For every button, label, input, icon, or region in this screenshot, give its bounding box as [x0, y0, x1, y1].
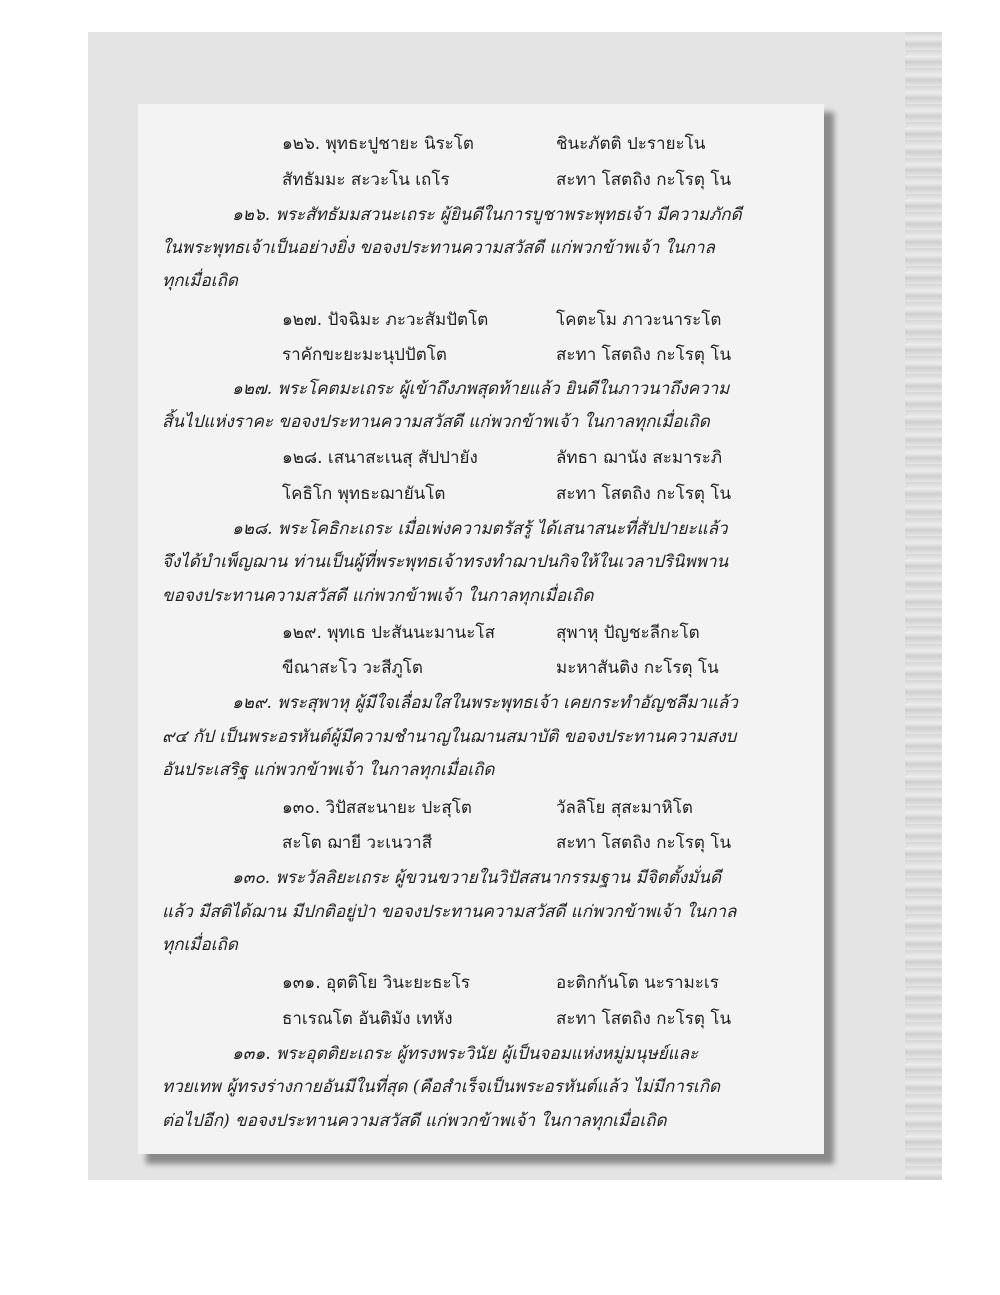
verse-line: อะติกกันโต นะรามะเร	[556, 973, 719, 993]
translation-line: ๑๒๗. พระโคตมะเถระ ผู้เข้าถึงภพสุดท้ายแล้ว ยินดีในภาวนาถึงความ	[232, 379, 730, 399]
translation-line: แล้ว มีสติได้ฌาน มีปกติอยู่ป่า ขอจงประทานความสวัสดี แก่พวกข้าพเจ้า ในกาล	[162, 902, 737, 922]
translation-line: ๑๓๐. พระวัลลิยะเถระ ผู้ขวนขวายในวิปัสสนากรรมฐาน มีจิตตั้งมั่นดี	[232, 868, 722, 888]
verse-line: สะทา โสตถิง กะโรตุ โน	[556, 833, 732, 853]
translation-line: อันประเสริฐ แก่พวกข้าพเจ้า ในกาลทุกเมื่อเถิด	[162, 760, 495, 780]
translation-line: ๑๒๖. พระสัทธัมมสวนะเถระ ผู้ยินดีในการบูชาพระพุทธเจ้า มีความภักดี	[232, 205, 742, 225]
translation-line: ในพระพุทธเจ้าเป็นอย่างยิ่ง ขอจงประทานความสวัสดี แก่พวกข้าพเจ้า ในกาล	[162, 238, 715, 258]
translation-line: ต่อไปอีก) ขอจงประทานความสวัสดี แก่พวกข้าพเจ้า ในกาลทุกเมื่อเถิด	[162, 1111, 667, 1131]
translation-line: ๑๓๑. พระอุตติยะเถระ ผู้ทรงพระวินัย ผู้เป็นจอมแห่งหมู่มนุษย์และ	[232, 1044, 699, 1064]
verse-line: ๑๓๐. วิปัสสะนายะ ปะสุโต	[282, 798, 472, 818]
verse-line: โคธิโก พุทธะฌายันโต	[282, 484, 446, 504]
verse-line: สะทา โสตถิง กะโรตุ โน	[556, 345, 732, 365]
verse-line: ๑๒๘. เสนาสะเนสุ สัปปายัง	[282, 448, 478, 468]
verse-line: สะทา โสตถิง กะโรตุ โน	[556, 170, 732, 190]
verse-line: สะโต ฌายี วะเนวาสี	[282, 833, 433, 853]
verse-line: ลัทธา ฌานัง สะมาระภิ	[556, 448, 723, 468]
verse-line: ชินะภัตติ ปะรายะโน	[556, 134, 706, 154]
translation-line: จึงได้บำเพ็ญฌาน ท่านเป็นผู้ที่พระพุทธเจ้าทรงทำฌาปนกิจให้ในเวลาปรินิพพาน	[162, 552, 729, 572]
translation-line: ทุกเมื่อเถิด	[162, 271, 238, 291]
verse-line: ๑๒๙. พุทเธ ปะสันนะมานะโส	[282, 623, 495, 643]
translation-line: ๑๒๙. พระสุพาหุ ผู้มีใจเลื่อมใสในพระพุทธเจ้า เคยกระทำอัญชลีมาแล้ว	[232, 693, 738, 713]
verse-line: สะทา โสตถิง กะโรตุ โน	[556, 484, 732, 504]
verse-line: สะทา โสตถิง กะโรตุ โน	[556, 1009, 732, 1029]
translation-line: ทุกเมื่อเถิด	[162, 935, 238, 955]
verse-line: ธาเรณโต อันติมัง เทหัง	[282, 1009, 453, 1029]
verse-line: สุพาหุ ปัญชะลีกะโต	[556, 623, 700, 643]
verse-line: ๑๓๑. อุตติโย วินะยะธะโร	[282, 973, 470, 993]
verse-line: ราคักขะยะมะนุปปัตโต	[282, 345, 447, 365]
translation-line: ขอจงประทานความสวัสดี แก่พวกข้าพเจ้า ในกาลทุกเมื่อเถิด	[162, 586, 594, 606]
translation-line: ๙๔ กัป เป็นพระอรหันต์ผู้มีความชำนาญในฌานสมาบัติ ขอจงประทานความสงบ	[162, 727, 737, 747]
verse-line: ขีณาสะโว วะสีภูโต	[282, 658, 423, 678]
verse-line: สัทธัมมะ สะวะโน เถโร	[282, 170, 450, 190]
translation-line: สิ้นไปแห่งราคะ ขอจงประทานความสวัสดี แก่พวกข้าพเจ้า ในกาลทุกเมื่อเถิด	[162, 412, 710, 432]
verse-line: โคตะโม ภาวะนาระโต	[556, 310, 722, 330]
verse-line: ๑๒๖. พุทธะปูชายะ นิระโต	[282, 134, 474, 154]
translation-line: ทวยเทพ ผู้ทรงร่างกายอันมีในที่สุด (คือสำเร็จเป็นพระอรหันต์แล้ว ไม่มีการเกิด	[162, 1077, 721, 1097]
verse-line: วัลลิโย สุสะมาหิโต	[556, 798, 693, 818]
verse-line: มะหาสันติง กะโรตุ โน	[556, 658, 719, 678]
verse-line: ๑๒๗. ปัจฉิมะ ภะวะสัมปัตโต	[282, 310, 489, 330]
translation-line: ๑๒๘. พระโคธิกะเถระ เมื่อเพ่งความตรัสรู้ ได้เสนาสนะที่สัปปายะแล้ว	[232, 519, 728, 539]
